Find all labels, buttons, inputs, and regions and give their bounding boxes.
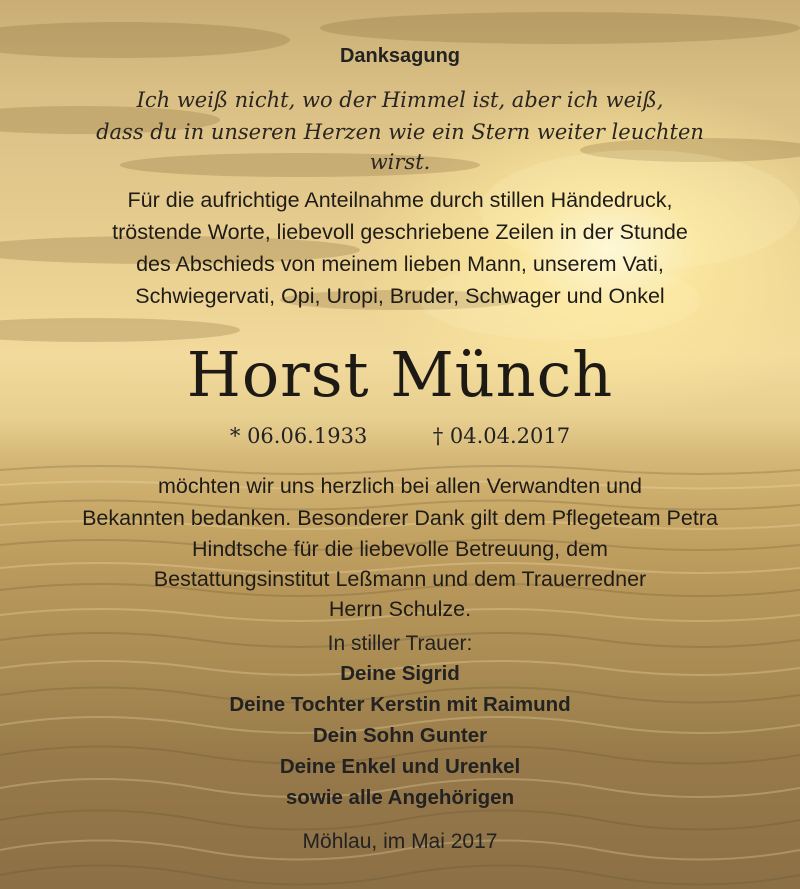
intro-line: tröstende Worte, liebevoll geschriebene Zeilen in der Stunde [112,220,688,244]
birth-date: * 06.06.1933 [229,424,368,448]
thanks-line: Bekannten bedanken. Besonderer Dank gilt dem Pflegeteam Petra [82,506,718,530]
life-dates [0,424,800,448]
mourner: Dein Sohn Gunter [312,724,488,747]
deceased-name: Horst Münch [186,338,614,411]
poem-line: dass du in unseren Herzen wie ein Stern weiter leuchten [96,120,704,144]
heading: Danksagung [339,45,461,67]
mourner: Deine Tochter Kerstin mit Raimund [229,693,571,716]
intro-line: Schwiegervati, Opi, Uropi, Bruder, Schwager und Onkel [135,284,665,308]
death-date: † 04.04.2017 [432,424,571,448]
thanks-line: Hindtsche für die liebevolle Betreuung, dem [192,537,608,561]
mourner: sowie alle Angehörigen [285,786,515,809]
place-date: Möhlau, im Mai 2017 [302,830,498,853]
mourner: Deine Enkel und Urenkel [279,755,521,778]
thanks-line: Herrn Schulze. [328,597,472,621]
thanks-line: Bestattungsinstitut Leßmann und dem Trauerredner [153,567,647,591]
mourning-intro: In stiller Trauer: [327,632,473,655]
intro-line: des Abschieds von meinem lieben Mann, unserem Vati, [136,252,664,276]
intro-line: Für die aufrichtige Anteilnahme durch stillen Händedruck, [127,188,673,212]
mourner: Deine Sigrid [340,662,460,685]
poem-line: Ich weiß nicht, wo der Himmel ist, aber ich weiß, [136,88,664,112]
thanks-line: möchten wir uns herzlich bei allen Verwandten und [157,474,643,498]
poem-line: wirst. [369,150,431,174]
